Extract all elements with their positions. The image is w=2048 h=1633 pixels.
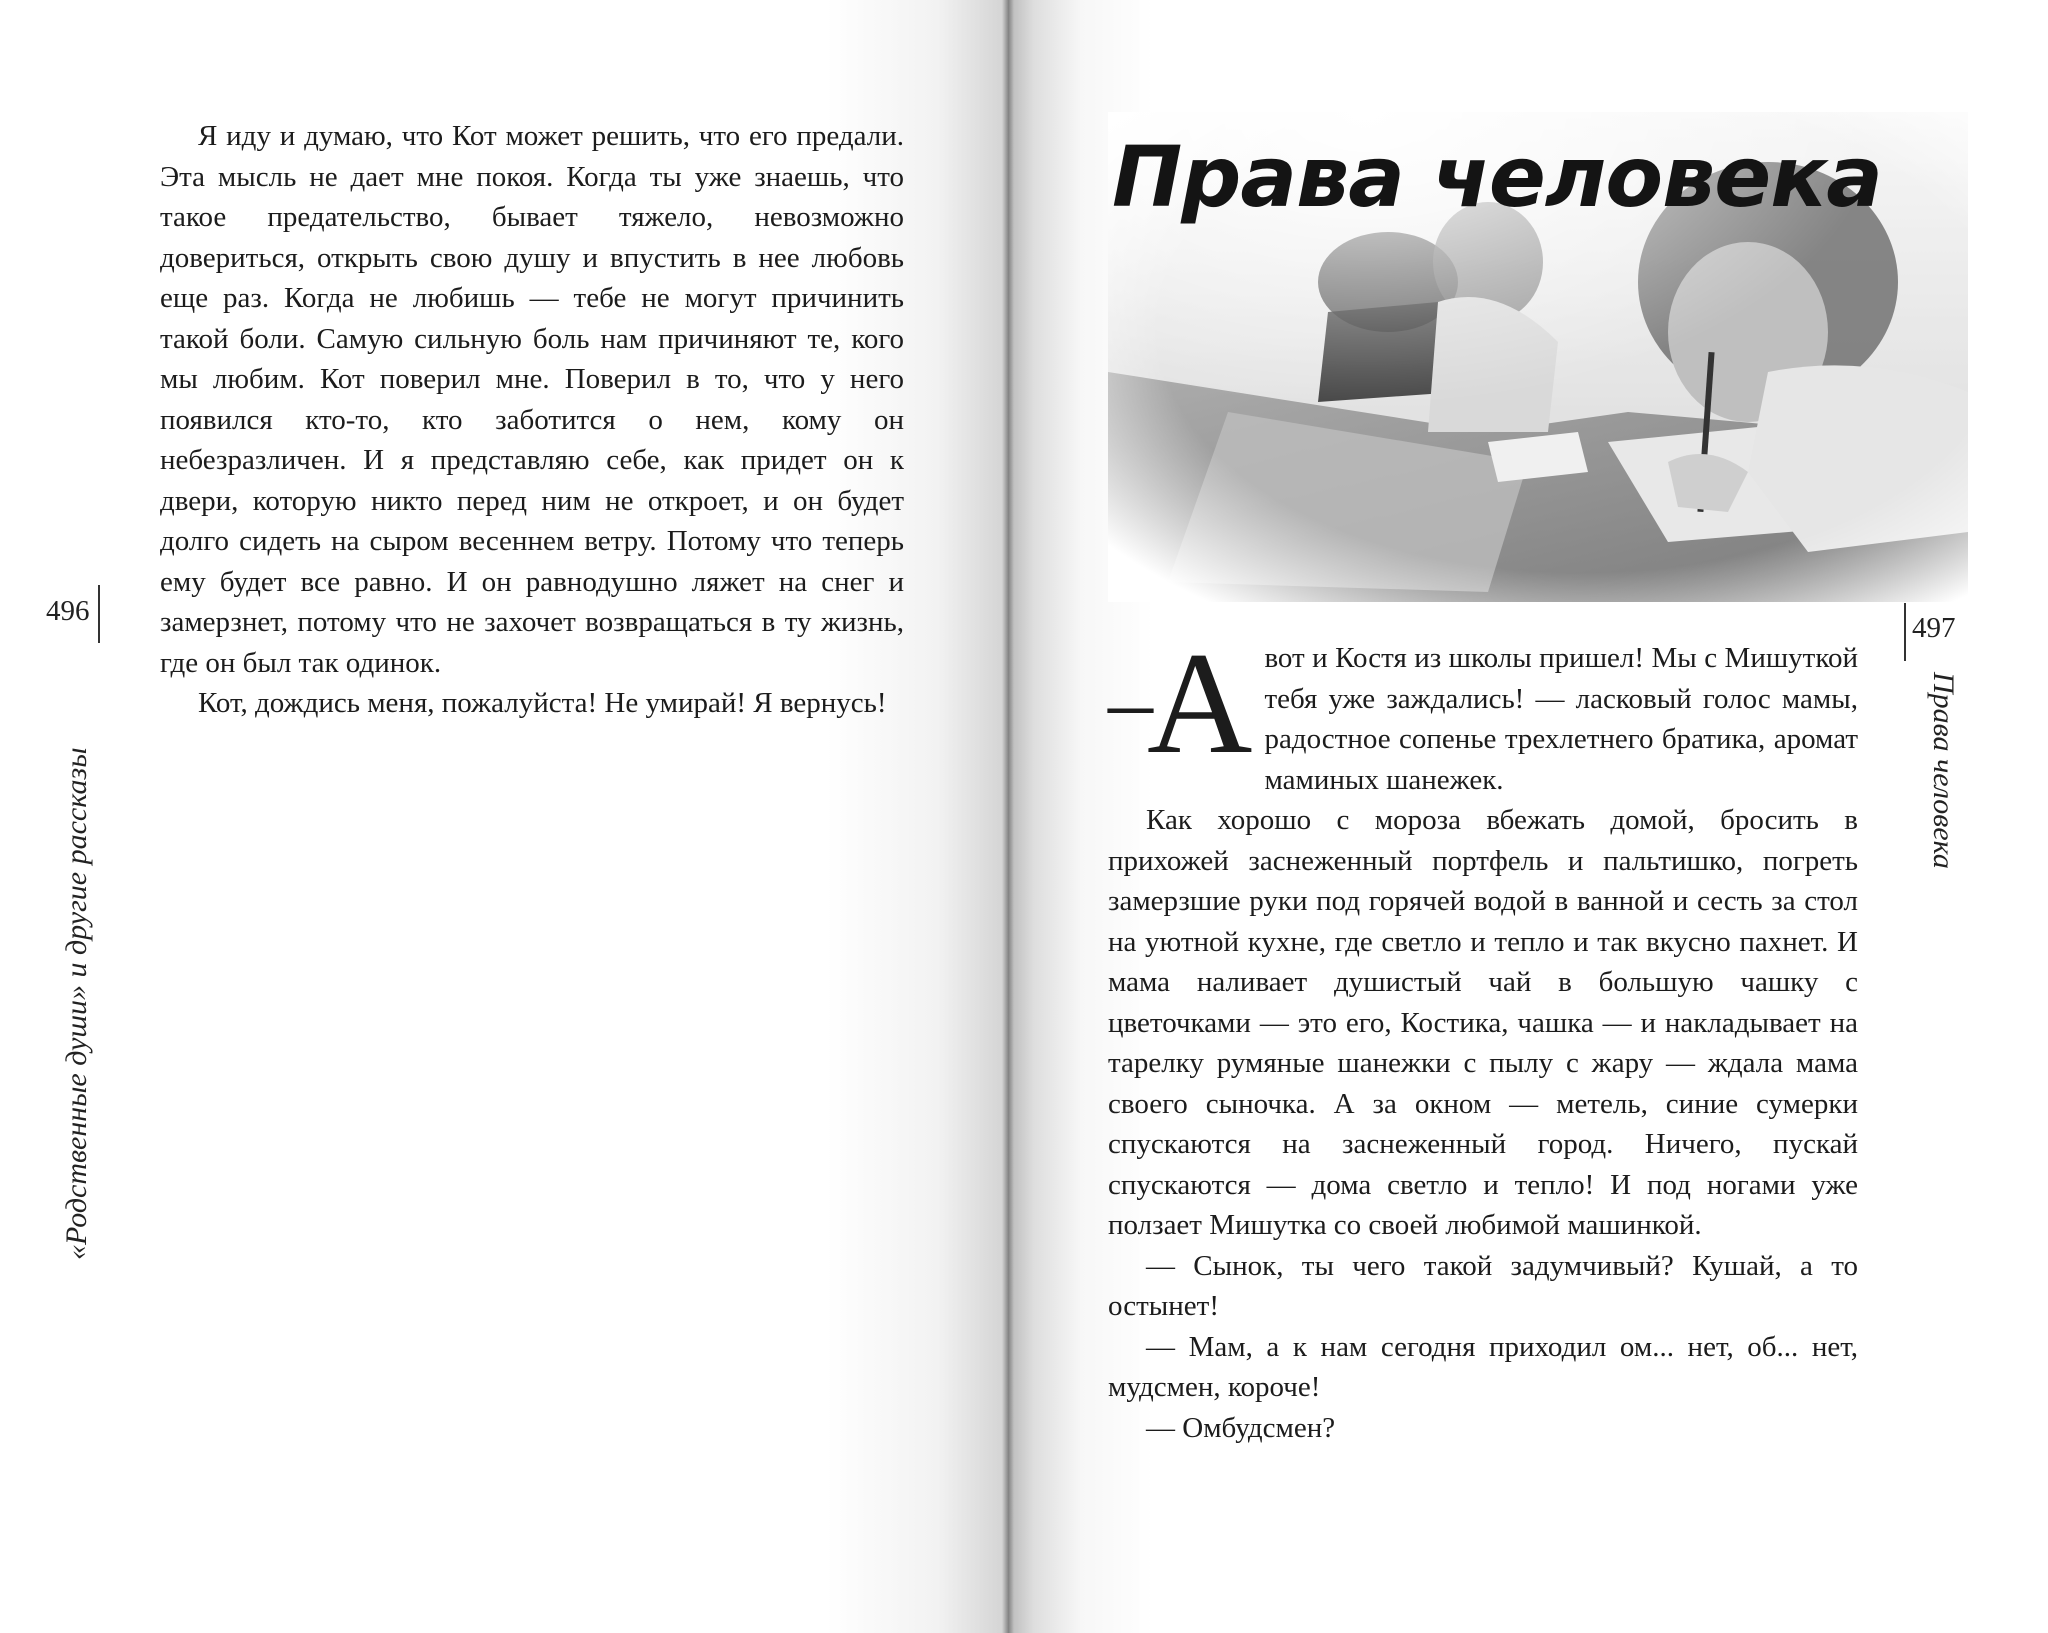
paragraph: Я иду и думаю, что Кот может решить, что его предали. Эта мысль не дает мне покоя. Когда ты уже знаешь, что такое предательство, бывает тяжело, невозможно довериться, открыть свою душу и впустить в нее любовь еще раз. Когда не любишь — тебе не могут причинить такой боли. Самую сильную боль нам причиняют те, кого мы любим. Кот поверил мне. Поверил в то, что у него появился кто-то, кто заботится о нем, кому он небезразличен. И я представляю себе, как придет он к двери, которую никто перед ним не откроет, и он будет долго сидеть на сыром весеннем ветру. Потому что теперь ему будет все равно. И он равнодушно ляжет на снег и замерзнет, потому что не захочет возвращаться в ту жизнь, где он был так одинок. (160, 120, 904, 679)
right-page-number: 497 (1912, 612, 1956, 644)
paragraph: Кот, дождись меня, пожалуйста! Не умирай! Я вернусь! (198, 687, 887, 719)
drop-cap-letter: А (1147, 622, 1253, 784)
paragraph: Как хорошо с мороза вбежать домой, бросить в прихожей заснеженный портфель и пальтишко, погреть замерзшие руки под горячей водой в ванной и сесть за стол на уютной кухне, где светло и тепло и так вкусно пахнет. И мама наливает душистый чай в большую чашку с цветочками — это его, Костика, чашка — и накладывает на тарелку румяные шанежки с пылу с жару — ждала мама своего сыночка. А за окном — метель, синие сумерки спускаются на заснеженный город. Ничего, пускай спускаются — дома светло и тепло! И под ногами уже ползает Мишутка со своей любимой машинкой. (1108, 804, 1858, 1241)
paragraph: вот и Костя из школы пришел! Мы с Мишуткой тебя уже заждались! — ласковый голос мамы, радостное сопенье трехлетнего братика, аромат маминых шанежек. (1264, 642, 1858, 796)
right-page-text (1108, 622, 1858, 1448)
chapter-title: Права человека (1112, 128, 1882, 226)
left-folio-rule (98, 585, 100, 643)
left-running-head: «Родственные души» и другие рассказы (60, 747, 93, 1260)
paragraph: — Омбудсмен? (1146, 1411, 1336, 1444)
drop-cap (1108, 622, 1253, 784)
paragraph: — Мам, а к нам сегодня приходил ом... нет, об... нет, мудсмен, короче! (1108, 1330, 1858, 1403)
opening-paragraph (1108, 622, 1858, 800)
paragraph: — Сынок, ты чего такой задумчивый? Кушай, а то остынет! (1108, 1249, 1858, 1322)
left-page-text (160, 116, 904, 724)
left-page-number: 496 (46, 595, 90, 627)
right-folio-rule (1904, 603, 1906, 661)
book-gutter (1002, 0, 1014, 1633)
right-running-head: Права человека (1927, 672, 1960, 869)
drop-cap-dash: – (1108, 653, 1153, 752)
